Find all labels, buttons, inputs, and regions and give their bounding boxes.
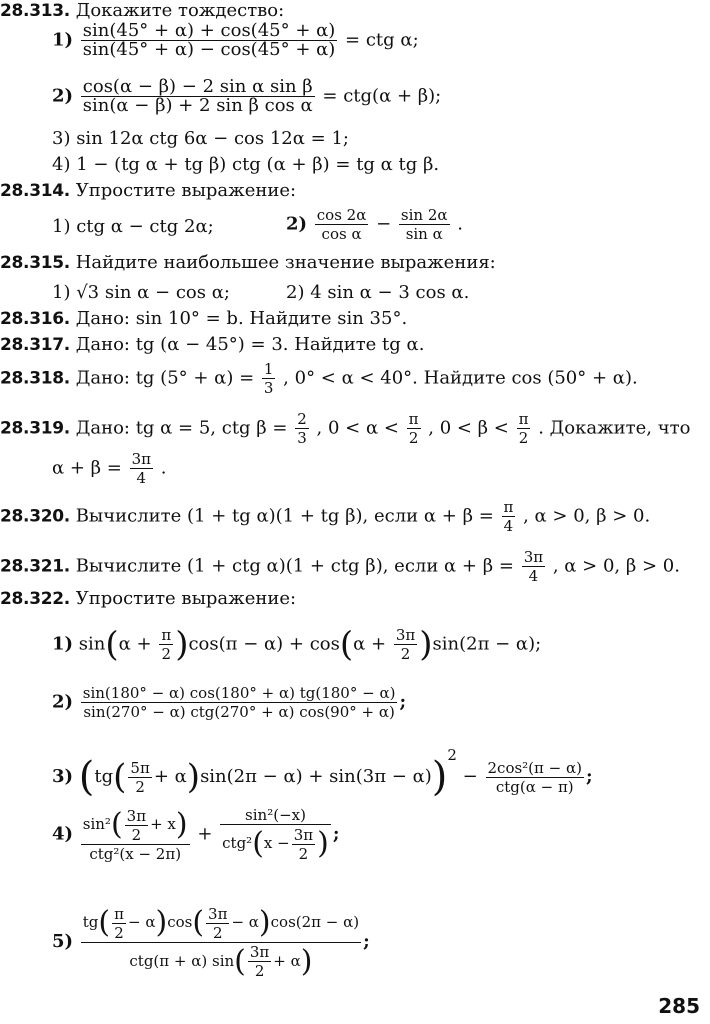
numerator: 3π	[523, 548, 544, 566]
semicolon: ;	[332, 823, 340, 845]
right-paren: )	[258, 905, 271, 940]
problem-number: 28.316.	[0, 309, 70, 329]
minus-sign: −	[462, 766, 478, 787]
problem-313-item-3: 3) sin 12α ctg 6α − cos 12α = 1;	[52, 128, 349, 149]
item-label: 2)	[286, 213, 308, 235]
numerator: 5π	[130, 758, 150, 777]
period: .	[160, 457, 167, 479]
expr: − α	[231, 913, 259, 931]
numerator: 3π	[208, 904, 228, 923]
problem-text: , 0 < β <	[428, 417, 509, 439]
fraction	[502, 498, 516, 535]
problem-318	[0, 360, 638, 397]
expr: + α	[153, 766, 187, 787]
expr: α +	[118, 633, 152, 655]
numerator: π	[503, 498, 514, 516]
expr: sin(2π − α) + sin(3π − α)	[200, 766, 432, 787]
problem-317	[0, 334, 424, 356]
problem-number: 28.321.	[0, 556, 70, 577]
left-paren: (	[98, 905, 111, 940]
page-number: 285	[658, 994, 700, 1018]
numerator: π	[161, 626, 172, 644]
denominator: sin(270° − α) ctg(270° + α) cos(90° + α)	[83, 703, 395, 721]
fraction	[486, 759, 584, 796]
problem-text: . Докажите, что	[538, 417, 691, 439]
expr: sin(2π − α);	[432, 633, 542, 655]
expr: x −	[263, 834, 290, 852]
problem-title: Упростите выражение:	[75, 588, 297, 609]
problem-314-item-2	[286, 206, 463, 243]
fraction	[248, 943, 271, 980]
fraction	[522, 548, 545, 585]
left-paren: (	[110, 807, 123, 842]
problem-321	[0, 548, 680, 585]
numerator: 3π	[249, 943, 270, 961]
problem-314-header	[0, 180, 296, 202]
numerator: 3π	[126, 806, 147, 825]
numerator: sin(180° − α) cos(180° + α) tg(180° − α)	[82, 684, 396, 702]
problem-title: Найдите наибольшее значение выражения:	[75, 252, 496, 273]
item-label: 1)	[52, 633, 74, 655]
denominator: cos α	[321, 225, 362, 243]
item-label: 2)	[52, 691, 74, 713]
fraction	[81, 22, 338, 59]
denominator: 2	[114, 923, 124, 942]
right-paren: )	[175, 624, 189, 665]
numerator	[81, 806, 190, 845]
numerator: π	[518, 410, 529, 428]
problem-number: 28.318.	[0, 368, 70, 389]
numerator: π	[408, 410, 419, 428]
left-paren: (	[113, 757, 127, 797]
expr: + x	[150, 815, 176, 833]
equation-rhs: = ctg(α + β);	[322, 85, 442, 107]
denominator: 3	[297, 429, 307, 447]
exponent: 2	[447, 746, 457, 764]
denominator: ctg(α − π)	[495, 777, 574, 796]
numerator: 1	[263, 360, 274, 378]
problem-319-line-1	[0, 410, 690, 447]
problem-315-item-1: 1) √3 sin α − cos α;	[52, 282, 230, 303]
problem-text: , α > 0, β > 0.	[523, 505, 651, 527]
fraction	[81, 78, 315, 115]
numerator	[81, 904, 361, 943]
problem-322-item-1	[52, 626, 541, 663]
problem-322-item-5	[52, 904, 370, 980]
problem-number: 28.322.	[0, 589, 70, 609]
item-label: 1)	[52, 29, 74, 51]
problem-313-item-4: 4) 1 − (tg α + tg β) ctg (α + β) = tg α tg β.	[52, 154, 440, 175]
right-paren: )	[175, 807, 188, 842]
problem-text: Вычислите (1 + ctg α)(1 + ctg β), если α + β =	[75, 555, 514, 577]
problem-text: , 0 < α <	[316, 417, 399, 439]
problem-text: Вычислите (1 + tg α)(1 + tg β), если α + β =	[75, 505, 494, 527]
left-paren: (	[192, 905, 205, 940]
problem-313-header	[0, 0, 284, 22]
denominator: 3	[263, 379, 274, 397]
right-paren: )	[186, 757, 201, 797]
fraction	[517, 410, 531, 447]
fraction	[130, 450, 153, 487]
denominator: 4	[503, 517, 514, 535]
semicolon: ;	[363, 931, 370, 952]
denominator: 2	[212, 923, 223, 942]
problem-text: , α > 0, β > 0.	[552, 555, 680, 577]
problem-number: 28.313.	[0, 1, 70, 21]
item-label: 5)	[52, 931, 74, 952]
semicolon: ;	[399, 691, 407, 713]
problem-number: 28.320.	[0, 506, 70, 527]
problem-316	[0, 308, 407, 330]
fraction	[407, 410, 421, 447]
denominator	[220, 825, 331, 863]
denominator: ctg²(x − 2π)	[89, 844, 182, 863]
problem-text: , 0° < α < 40°. Найдите cos (50° + α).	[283, 367, 638, 389]
problem-title: Упростите выражение:	[75, 180, 297, 201]
left-paren: (	[105, 624, 119, 665]
denominator: sin(45° + α) − cos(45° + α)	[82, 39, 336, 60]
problem-number: 28.319.	[0, 418, 70, 439]
func-name: tg	[82, 913, 99, 931]
denominator	[81, 943, 361, 981]
fraction	[292, 826, 315, 863]
fraction	[112, 905, 126, 942]
fraction	[315, 206, 369, 243]
denominator: 2	[161, 645, 172, 663]
numerator: 2cos²(π − α)	[487, 758, 582, 777]
expr: α +	[353, 633, 387, 655]
denominator: sin α	[405, 225, 443, 243]
problem-320	[0, 498, 650, 535]
func-name: ctg²	[222, 834, 253, 852]
problem-313-item-1	[52, 22, 419, 59]
expr: ctg(π + α) sin	[129, 951, 235, 970]
fraction	[295, 410, 309, 447]
fraction	[128, 759, 151, 796]
denominator: 2	[518, 429, 529, 447]
period: .	[457, 213, 463, 235]
fraction	[81, 806, 190, 863]
expr: cos(2π − α)	[270, 913, 360, 931]
item-label: 3)	[52, 766, 74, 787]
equation-rhs: = ctg α;	[345, 29, 419, 51]
expr: + α	[273, 951, 301, 970]
fraction	[220, 806, 331, 863]
right-paren: )	[317, 826, 329, 861]
plus-sign: +	[197, 823, 213, 845]
denominator: 2	[131, 825, 142, 844]
func-name: sin²	[82, 815, 111, 833]
problem-322-item-3	[52, 744, 593, 800]
problem-title: Докажите тождество:	[75, 0, 285, 21]
problem-313-item-2	[52, 78, 441, 115]
numerator: sin 2α	[400, 206, 448, 224]
left-paren: (	[339, 624, 354, 665]
fraction	[81, 904, 361, 980]
denominator: 2	[135, 777, 145, 796]
problem-text: Дано: sin 10° = b. Найдите sin 35°.	[75, 308, 408, 329]
problem-number: 28.314.	[0, 181, 70, 201]
problem-315-item-2: 2) 4 sin α − 3 cos α.	[286, 282, 470, 303]
problem-322-item-4	[52, 806, 340, 863]
func-name: tg	[94, 766, 114, 787]
denominator: 2	[254, 962, 265, 980]
numerator: 2	[297, 410, 307, 428]
denominator: 2	[400, 645, 411, 663]
numerator: cos(α − β) − 2 sin α sin β	[82, 76, 313, 97]
numerator: cos 2α	[316, 206, 367, 224]
expr: − α	[128, 913, 156, 931]
problem-322-item-2	[52, 684, 406, 721]
problem-315-header	[0, 252, 496, 274]
fraction	[262, 360, 276, 397]
minus-sign: −	[376, 213, 392, 235]
denominator: sin(α − β) + 2 sin β cos α	[82, 95, 313, 116]
problem-319-line-2	[52, 450, 167, 487]
numerator: 3π	[131, 450, 152, 468]
problem-322-header	[0, 588, 296, 610]
item-label: 2)	[52, 85, 74, 107]
numerator: sin(45° + α) + cos(45° + α)	[82, 20, 336, 41]
big-left-paren: (	[78, 754, 95, 800]
denominator: 2	[408, 429, 419, 447]
problem-text: Дано: tg (α − 45°) = 3. Найдите tg α.	[75, 334, 425, 355]
numerator: π	[114, 904, 124, 923]
expr: cos(π − α) + cos	[188, 633, 340, 655]
left-paren: (	[252, 826, 264, 861]
problem-text: Дано: tg (5° + α) =	[75, 367, 255, 389]
problem-text: Дано: tg α = 5, ctg β =	[75, 417, 288, 439]
denominator: 2	[298, 844, 309, 863]
right-paren: )	[155, 905, 168, 940]
right-paren: )	[419, 624, 433, 665]
left-paren: (	[234, 943, 246, 979]
problem-314-item-1: 1) ctg α − ctg 2α;	[52, 216, 214, 237]
fraction	[81, 684, 398, 721]
right-paren: )	[300, 943, 313, 979]
problem-number: 28.315.	[0, 253, 70, 273]
item-label: 4)	[52, 823, 74, 845]
numerator: sin²(−x)	[220, 806, 331, 825]
semicolon: ;	[585, 766, 593, 787]
func-name: sin	[78, 633, 106, 655]
big-right-paren: )	[431, 754, 448, 800]
fraction	[125, 807, 148, 844]
denominator: 4	[136, 469, 147, 487]
fraction	[399, 206, 450, 243]
numerator: 3π	[395, 626, 416, 644]
numerator: 3π	[293, 825, 314, 844]
denominator: 4	[528, 567, 539, 585]
problem-number: 28.317.	[0, 335, 70, 355]
problem-text: α + β =	[52, 457, 122, 479]
fraction	[206, 905, 229, 942]
fraction	[394, 626, 417, 663]
fraction	[159, 626, 173, 663]
func-name: cos	[167, 913, 193, 931]
